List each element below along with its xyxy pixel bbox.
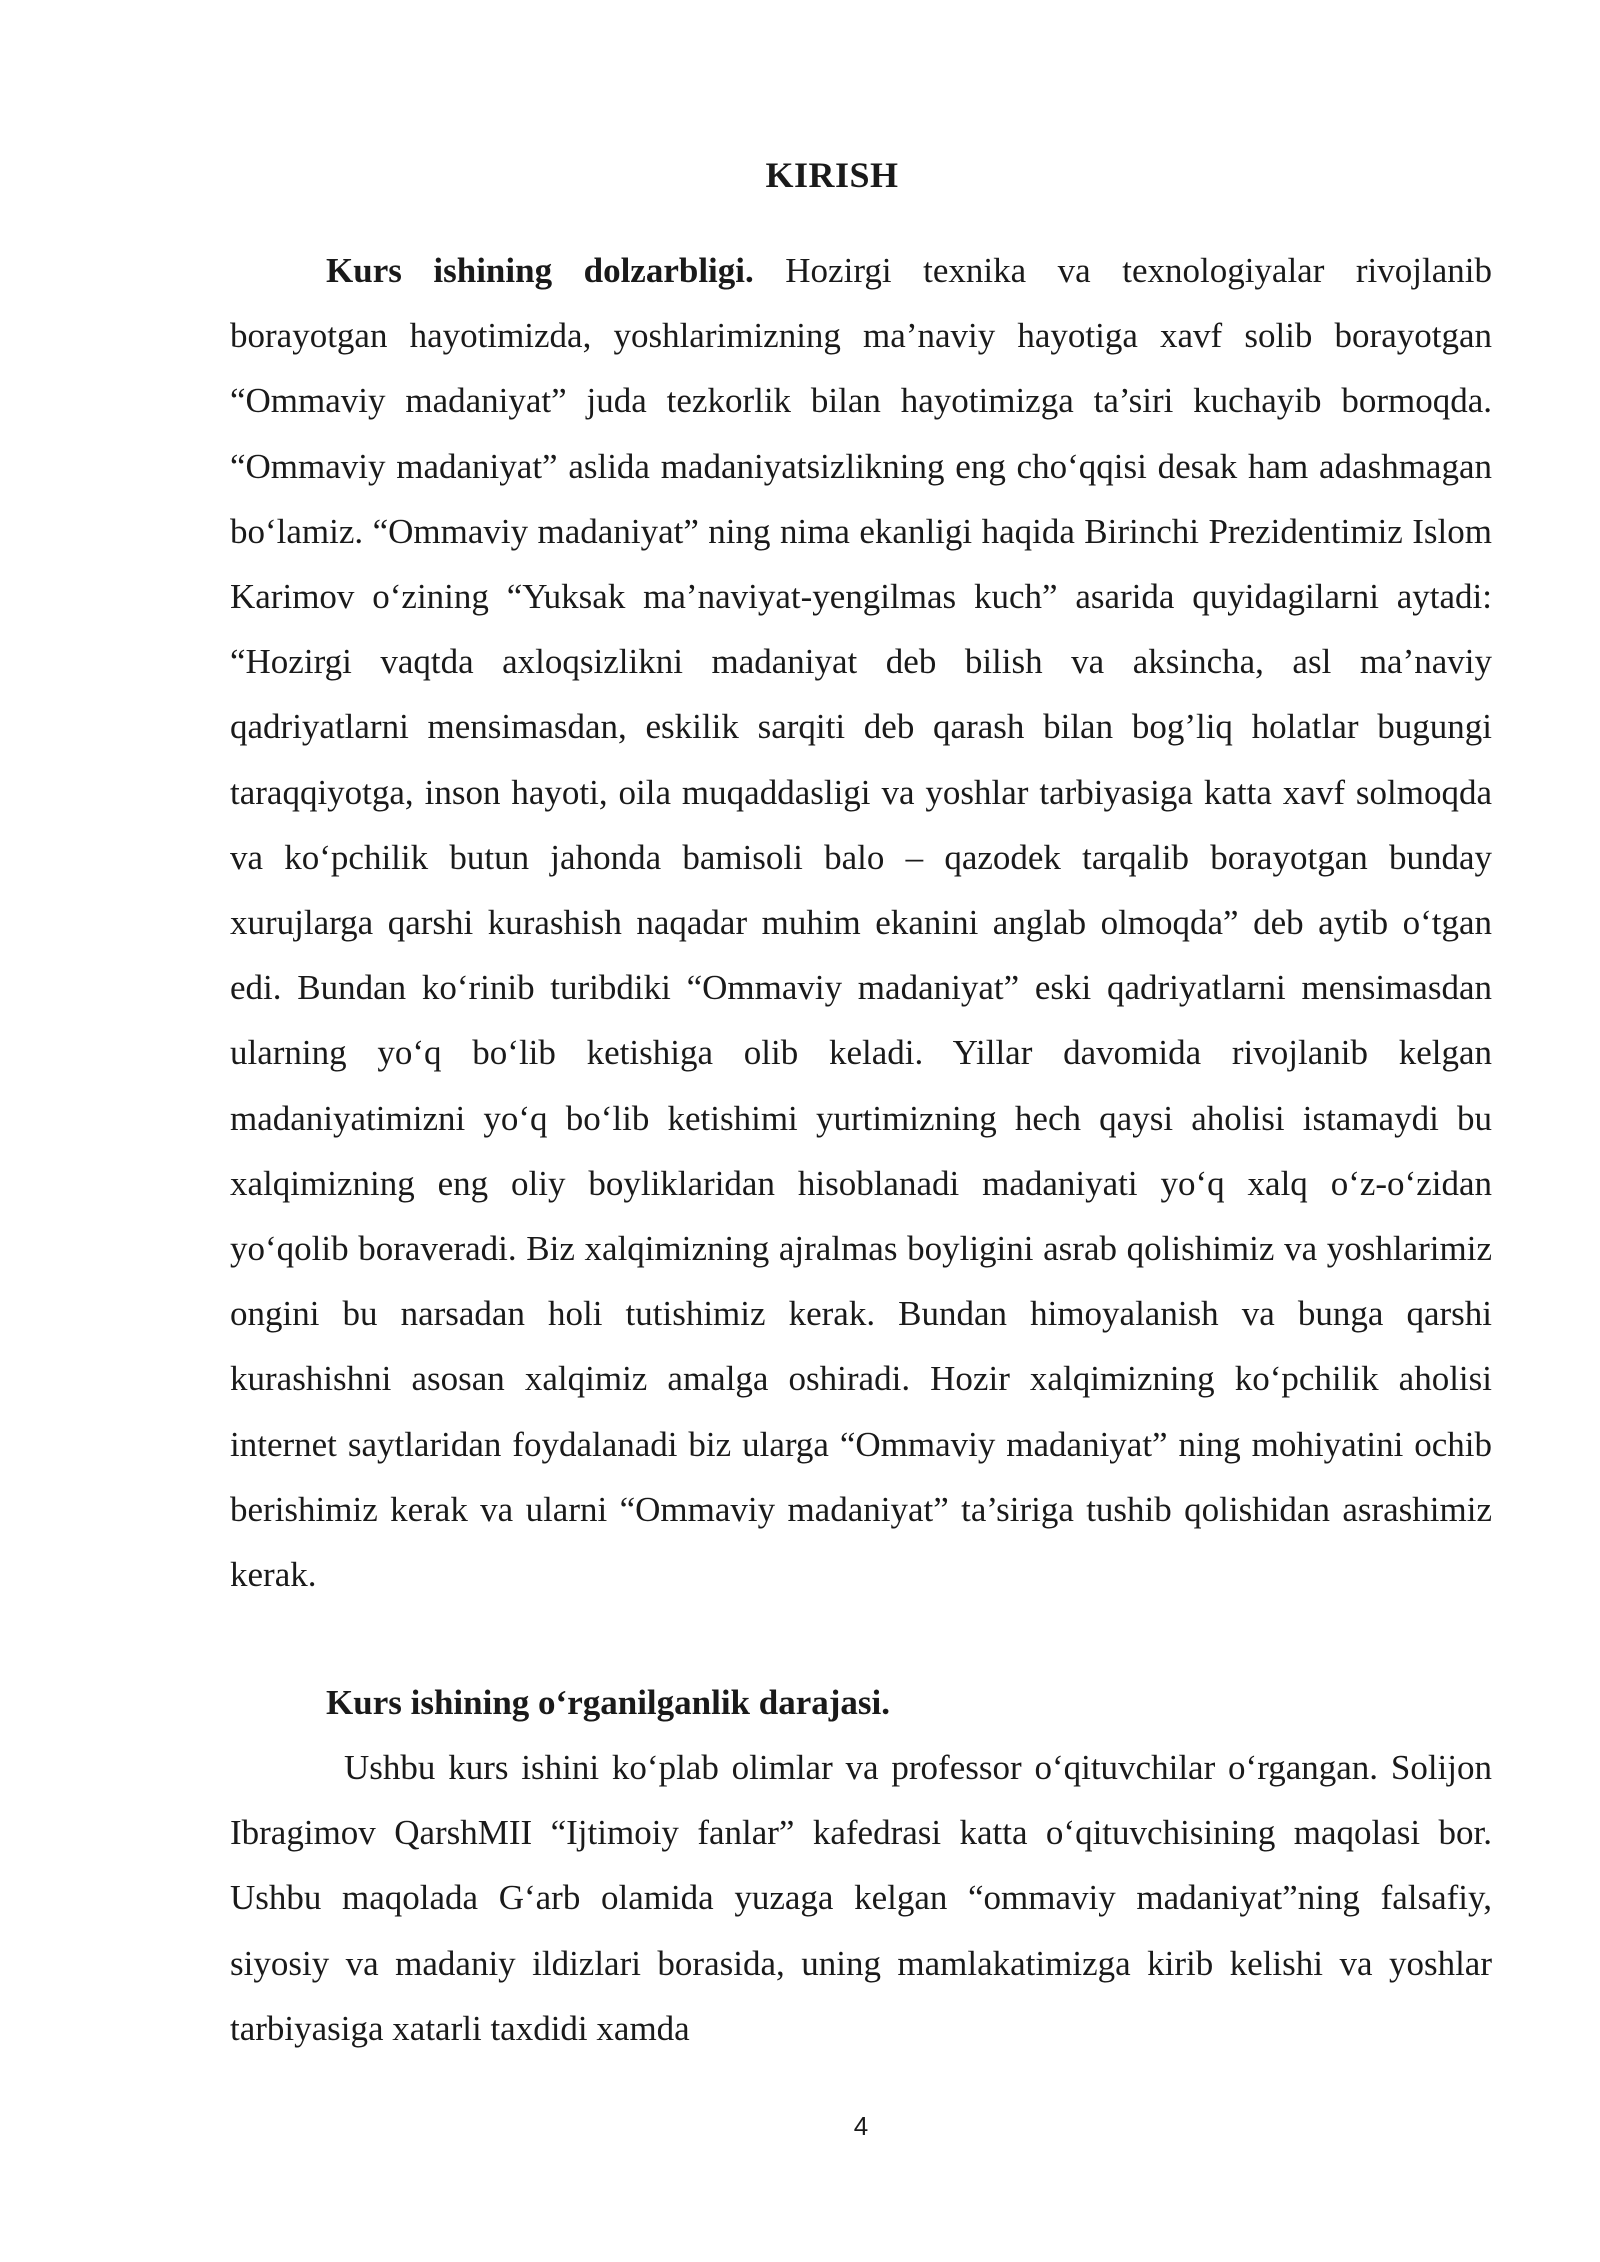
section-heading-study-degree: Kurs ishining o‘rganilganlik darajasi. bbox=[326, 1683, 891, 1722]
paragraph-relevance bbox=[230, 238, 1492, 1607]
paragraph-study-degree-text: Ushbu kurs ishini ko‘plab olimlar va professor o‘qituvchilar o‘rgangan. Solijon Ibragimov QarshMII “Ijtimoiy fanlar” kafedrasi katta o‘qituvchisining maqolasi bor. Ushbu maqolada G‘arb olamida yuzaga kelgan “ommaviy madaniyat”ning falsafiy, siyosiy va madaniy ildizlari borasida, uning mamlakatimizga kirib kelishi va yoshlar tarbiyasiga xatarli taxdidi xamda bbox=[230, 1748, 1492, 2048]
paragraph-study-degree-heading bbox=[230, 1670, 1492, 1735]
paragraph-study-degree bbox=[230, 1735, 1492, 2061]
page-number: 4 bbox=[853, 2111, 869, 2141]
paragraph-relevance-text: Hozirgi texnika va texnologiyalar rivojlanib borayotgan hayotimizda, yoshlarimizning ma’naviy hayotiga xavf solib borayotgan “Ommaviy madaniyat” juda tezkorlik bilan hayotimizga ta’siri kuchayib bormoqda. “Ommaviy madaniyat” aslida madaniyatsizlikning eng cho‘qqisi desak ham adashmagan bo‘lamiz. “Ommaviy madaniyat” ning nima ekanligi haqida Birinchi Prezidentimiz Islom Karimov o‘zining “Yuksak ma’naviyat-yengilmas kuch” asarida quyidagilarni aytadi: “Hozirgi vaqtda axloqsizlikni madaniyat deb bilish va aksincha, asl ma’naviy qadriyatlarni mensimasdan, eskilik sarqiti deb qarash bilan bog’liq holatlar bugungi taraqqiyotga, inson hayoti, oila muqaddasligi va yoshlar tarbiyasiga katta xavf solmoqda va ko‘pchilik butun jahonda bamisoli balo – qazodek tarqalib borayotgan bunday xurujlarga qarshi kurashish naqadar muhim ekanini anglab olmoqda” deb aytib o‘tgan edi. Bundan ko‘rinib turibdiki “Ommaviy madaniyat” eski qadriyatlarni mensimasdan ularning yo‘q bo‘lib ketishiga olib keladi. Yillar davomida rivojlanib kelgan madaniyatimizni yo‘q bo‘lib ketishimi yurtimizning hech qaysi aholisi istamaydi bu xalqimizning eng oliy boyliklaridan hisoblanadi madaniyati yo‘q xalq o‘z-o‘zidan yo‘qolib boraveradi. Biz xalqimizning ajralmas boyligini asrab qolishimiz va yoshlarimiz ongini bu narsadan holi tutishimiz kerak. Bundan himoyalanish va bunga qarshi kurashishni asosan xalqimiz amalga oshiradi. Hozir xalqimizning ko‘pchilik aholisi internet saytlaridan foydalanadi biz ularga “Ommaviy madaniyat” ning mohiyatini ochib berishimiz kerak va ularni “Ommaviy madaniyat” ta’siriga tushib qolishidan asrashimiz kerak. bbox=[230, 251, 1492, 1595]
section-heading-relevance: Kurs ishining dolzarbligi. bbox=[326, 251, 754, 290]
page-title: KIRISH bbox=[765, 155, 899, 195]
